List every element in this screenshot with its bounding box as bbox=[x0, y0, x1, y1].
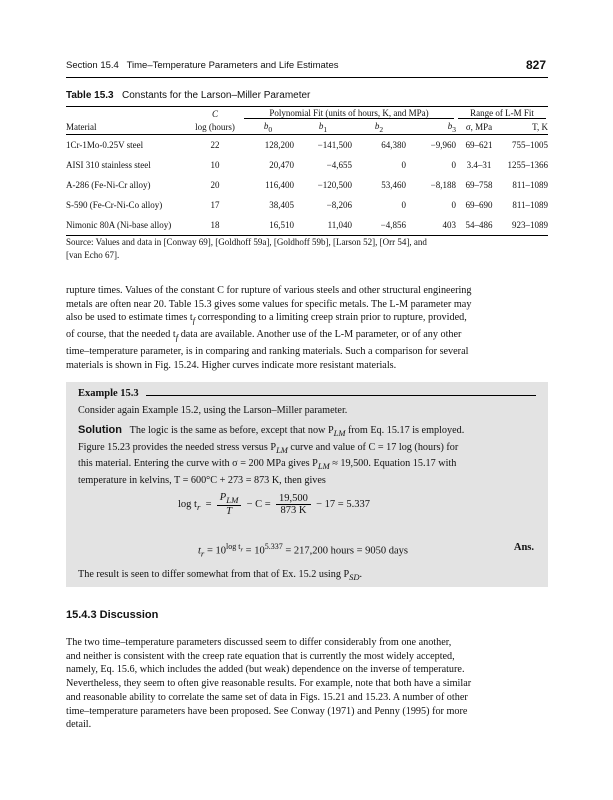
running-header bbox=[66, 60, 546, 76]
cell-c: 22 bbox=[210, 140, 220, 150]
cell-c: 10 bbox=[210, 160, 220, 170]
text-line: Figure 15.23 provides the needed stress versus $P_{LM}$ curve and value of C = 17 log (hours) for bbox=[78, 441, 459, 455]
col-b1-header: $b_1$ bbox=[318, 120, 328, 134]
cell-b2: 0 bbox=[401, 200, 406, 210]
solution-label: Solution bbox=[78, 424, 122, 436]
table-caption bbox=[66, 90, 310, 101]
text-line: materials is shown in Fig. 15.24. Higher curves indicate more resistant materials. bbox=[66, 359, 397, 371]
cell-b0: 16,510 bbox=[269, 220, 294, 230]
cell-material: Nimonic 80A (Ni-base alloy) bbox=[66, 220, 172, 230]
cell-b2: 0 bbox=[401, 160, 406, 170]
cell-T: 1255–1366 bbox=[507, 160, 548, 170]
table-row bbox=[66, 175, 548, 195]
col-b3-header: $b_3$ bbox=[447, 120, 456, 134]
cell-b3: 0 bbox=[451, 160, 456, 170]
running-header-text bbox=[66, 60, 338, 71]
answer-label: Ans. bbox=[513, 542, 534, 553]
table-label: Table 15.3 bbox=[66, 90, 114, 101]
cell-sigma: 69–690 bbox=[465, 200, 493, 210]
table-row bbox=[66, 195, 548, 215]
table-row bbox=[66, 215, 548, 236]
text-line: time–temperature parameter, is in comparing and ranking materials. Such a comparison for several bbox=[66, 345, 469, 357]
cell-b3: 403 bbox=[442, 220, 456, 230]
example-result: The result is seen to differ somewhat from that of Ex. 15.2 using $P_{SD}$. bbox=[78, 569, 363, 583]
text-line: of course, that the needed $t_f$ data are available. Another use of the L-M parameter, or of any other bbox=[66, 329, 462, 343]
body-paragraph bbox=[66, 284, 548, 372]
text-line: and neither is consistent with the creep rate equation that is currently the most widely accepted, bbox=[66, 650, 455, 662]
text-line: Solution The logic is the same as before, except that now $P_{LM}$ from Eq. 15.17 is employed. bbox=[78, 424, 465, 439]
col-b0-header: $b_0$ bbox=[263, 120, 273, 134]
equation-tr: $t_r = 10^{log t_r} = 10^{5.337} = 217,200$ hours = 9050 days bbox=[198, 542, 409, 559]
text-line: detail. bbox=[66, 719, 92, 731]
cell-c: 17 bbox=[210, 200, 220, 210]
cell-T: 755–1005 bbox=[512, 140, 548, 150]
cell-T: 811–1089 bbox=[512, 200, 548, 210]
source-line: [van Echo 67]. bbox=[66, 249, 120, 260]
cell-material: A-286 (Fe-Ni-Cr alloy) bbox=[66, 180, 151, 190]
col-material-header: Material bbox=[66, 122, 97, 132]
cell-c: 20 bbox=[210, 180, 220, 190]
cell-b3: −8,188 bbox=[430, 180, 456, 190]
text-line: namely, Eq. 15.6, which includes the added (but weak) dependence on the inverse of temperature. bbox=[66, 664, 465, 676]
cell-sigma: 54–486 bbox=[465, 220, 493, 230]
example-solution bbox=[78, 424, 536, 488]
cell-b0: 128,200 bbox=[264, 140, 294, 150]
cell-b1: −120,500 bbox=[317, 180, 352, 190]
table-caption-text: Constants for the Larson–Miller Parameter bbox=[121, 90, 311, 101]
example-title-rule bbox=[146, 395, 536, 396]
example-prompt: Consider again Example 15.2, using the Larson–Miller parameter. bbox=[78, 405, 348, 416]
cell-sigma: 3.4–31 bbox=[466, 160, 492, 170]
text-line: and reasonable ability to correlate the same set of data in Figs. 15.21 and 15.23. A number of other bbox=[66, 691, 468, 703]
table-source-note bbox=[66, 236, 548, 261]
cell-b0: 116,400 bbox=[265, 180, 294, 190]
group-header-range: Range of L-M Fit bbox=[458, 108, 546, 119]
col-b2-header: $b_2$ bbox=[374, 120, 384, 134]
cell-b0: 38,405 bbox=[269, 200, 294, 210]
col-log-header: log (hours) bbox=[195, 122, 235, 132]
text-line: metals are often near 20. Table 15.3 gives some values for specific metals. The L-M parameter may bbox=[66, 298, 472, 310]
col-sigma-header: σ, MPa bbox=[465, 122, 493, 132]
cell-b2: 53,460 bbox=[381, 180, 406, 190]
section-number: Section 15.4 bbox=[66, 60, 119, 71]
text-line: Nevertheless, they seem to often give reasonable results. For example, note that both have a similar bbox=[66, 678, 472, 690]
cell-b1: −141,500 bbox=[317, 140, 352, 150]
cell-sigma: 69–758 bbox=[465, 180, 493, 190]
cell-T: 923–1089 bbox=[512, 220, 548, 230]
cell-b2: 64,380 bbox=[381, 140, 406, 150]
table-row bbox=[66, 135, 548, 155]
table-row bbox=[66, 155, 548, 175]
text-line: also be used to estimate times $t_f$ corresponding to a limiting creep strain prior to rupture, provided, bbox=[66, 312, 467, 326]
cell-material: S-590 (Fe-Cr-Ni-Co alloy) bbox=[66, 200, 163, 210]
cell-b3: 0 bbox=[451, 200, 456, 210]
text-line: time–temperature parameters have been proposed. See Conway (1971) and Penny (1995) for more bbox=[66, 705, 468, 717]
cell-sigma: 69–621 bbox=[465, 140, 493, 150]
cell-material: AISI 310 stainless steel bbox=[66, 160, 151, 170]
larson-miller-table bbox=[66, 106, 548, 236]
cell-b1: −8,206 bbox=[326, 200, 352, 210]
section-title: Time–Temperature Parameters and Life Estimates bbox=[126, 60, 339, 71]
equation-log-tr: $\log t_r$ = $\frac{P_{LM}}{T}$ − C = $\frac{19,500}{873 K}$ − 17 = 5.337 bbox=[178, 492, 370, 518]
cell-c: 18 bbox=[210, 220, 220, 230]
header-rule bbox=[66, 77, 548, 78]
page-number: 827 bbox=[525, 58, 546, 72]
text-line: The two time–temperature parameters discussed seem to differ considerably from one another, bbox=[66, 637, 452, 648]
section-heading: 15.4.3 Discussion bbox=[66, 609, 159, 621]
text-line: temperature in kelvins, T = 600°C + 273 = 873 K, then gives bbox=[78, 475, 326, 487]
group-header-poly: Polynomial Fit (units of hours, K, and MPa) bbox=[244, 108, 454, 119]
text-line: this material. Entering the curve with σ = 200 MPa gives $P_{LM} \approx 19,500$. Equation 15.17 with bbox=[78, 458, 457, 472]
cell-T: 811–1089 bbox=[512, 180, 548, 190]
source-line: Source: Values and data in [Conway 69], [Goldhoff 59a], [Goldhoff 59b], [Larson 52], [Orr 54], and bbox=[66, 237, 427, 247]
cell-b2: −4,856 bbox=[380, 220, 406, 230]
cell-material: 1Cr-1Mo-0.25V steel bbox=[66, 140, 144, 150]
text-line: rupture times. Values of the constant C for rupture of various steels and other structural engineering bbox=[66, 285, 472, 296]
cell-b1: 11,040 bbox=[327, 220, 352, 230]
cell-b3: −9,960 bbox=[430, 140, 456, 150]
col-c-header: C bbox=[211, 108, 218, 119]
discussion-paragraph bbox=[66, 636, 548, 732]
cell-b0: 20,470 bbox=[269, 160, 294, 170]
col-T-header: T, K bbox=[532, 122, 548, 132]
example-box bbox=[66, 382, 548, 587]
cell-b1: −4,655 bbox=[326, 160, 352, 170]
example-title: Example 15.3 bbox=[78, 388, 139, 399]
